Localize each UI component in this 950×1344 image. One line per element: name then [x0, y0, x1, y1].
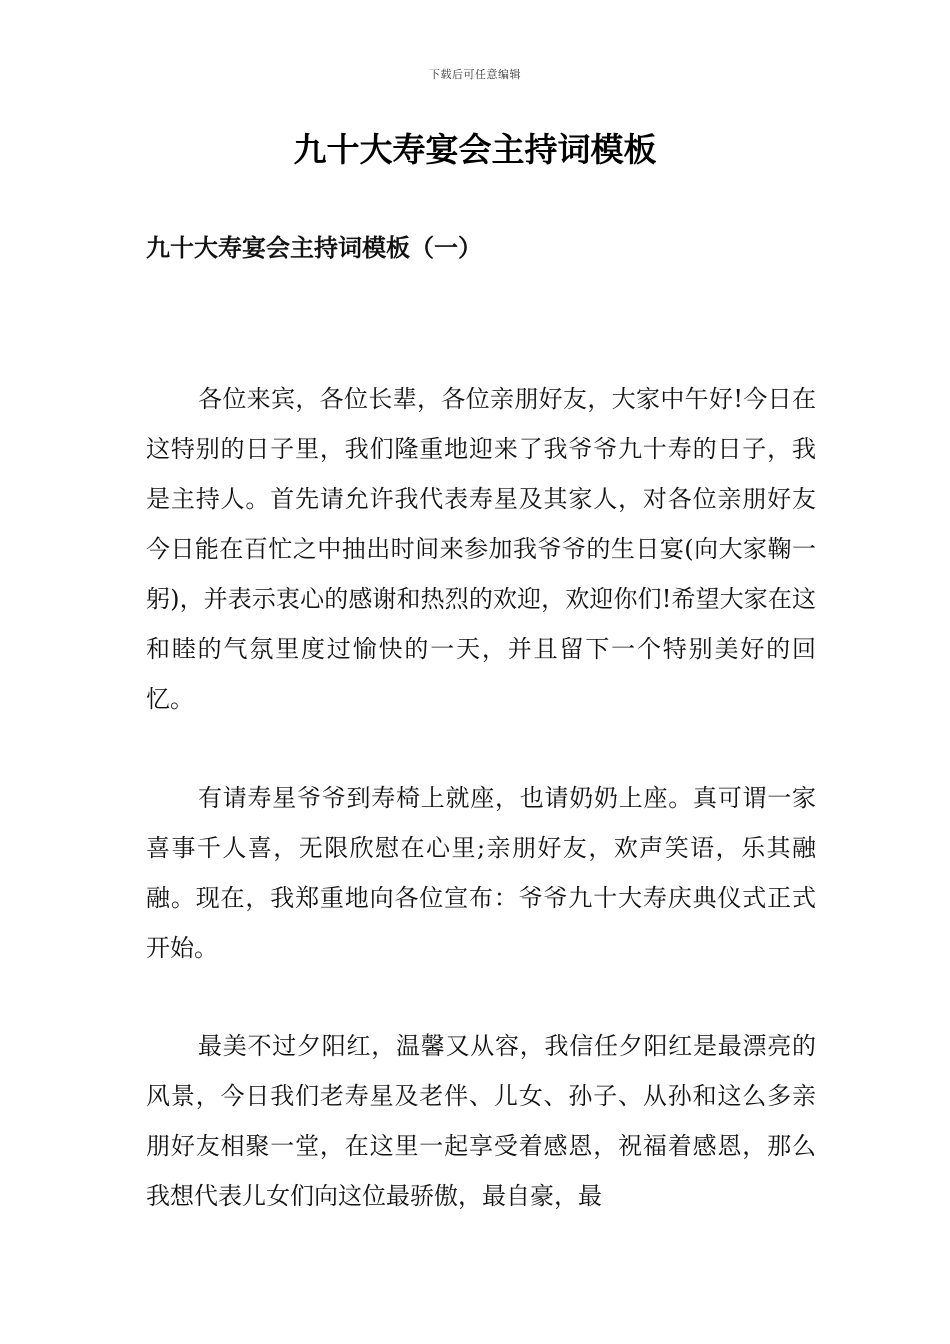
header-note: 下载后可任意编辑 [429, 68, 521, 81]
body-paragraph-3: 最美不过夕阳红，温馨又从容，我信任夕阳红是最漂亮的风景，今日我们老寿星及老伴、儿女、孙子、从孙和这么多亲朋好友相聚一堂，在这里一起享受着感恩，祝福着感恩，那么我想代表儿女们向这位最骄傲，最自豪，最 [146, 1032, 816, 1210]
document-title: 九十大寿宴会主持词模板 [293, 130, 657, 169]
section-heading: 九十大寿宴会主持词模板（一） [146, 233, 482, 262]
body-paragraph-1: 各位来宾，各位长辈，各位亲朋好友，大家中午好!今日在这特别的日子里，我们隆重地迎来了我爷爷九十寿的日子，我是主持人。首先请允许我代表寿星及其家人，对各位亲朋好友今日能在百忙之中抽出时间来参加我爷爷的生日宴(向大家鞠一躬)，并表示衷心的感谢和热烈的欢迎，欢迎你们!希望大家在这和睦的气氛里度过愉快的一天，并且留下一个特别美好的回忆。 [146, 385, 816, 713]
body-paragraph-2: 有请寿星爷爷到寿椅上就座，也请奶奶上座。真可谓一家喜事千人喜，无限欣慰在心里;亲朋好友，欢声笑语，乐其融融。现在，我郑重地向各位宣布：爷爷九十大寿庆典仪式正式开始。 [146, 784, 816, 962]
